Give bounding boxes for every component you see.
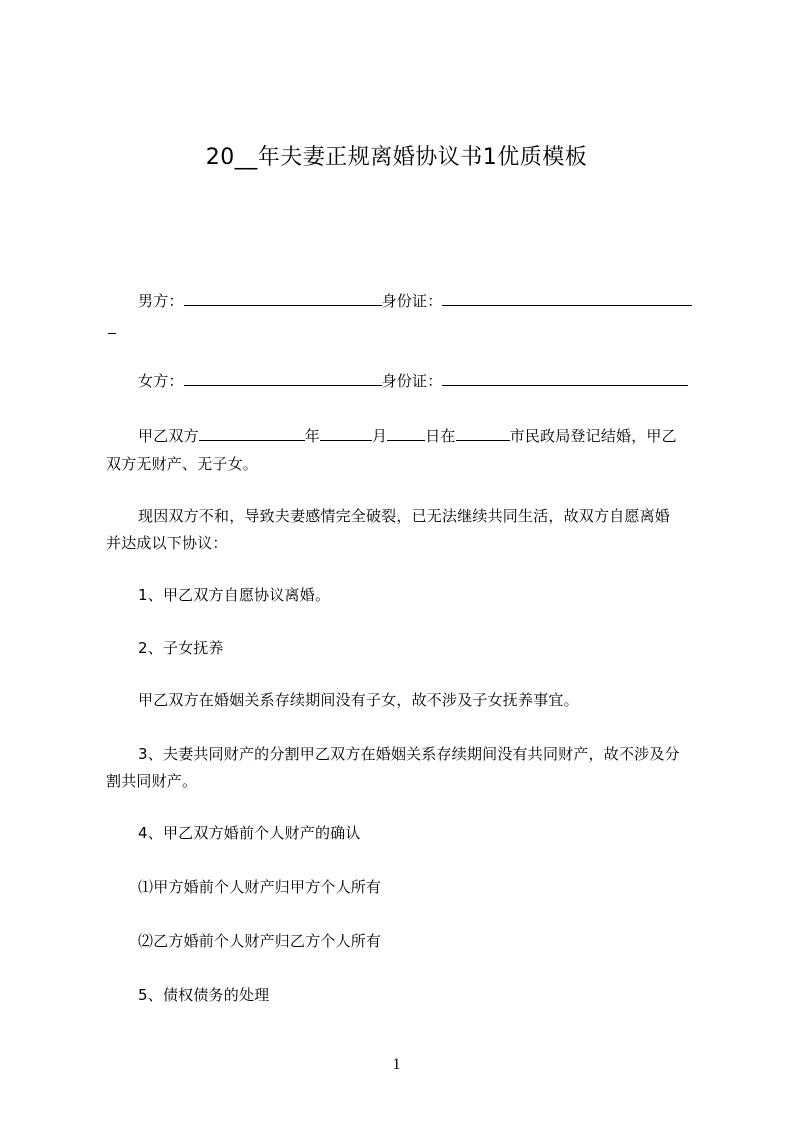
clause-3-line-2: 割共同财产。 [106,772,198,790]
husband-name-blank[interactable] [184,291,382,306]
marriage-prefix: 甲乙双方 [138,427,199,445]
intro-line-2: 并达成以下协议： [106,534,228,552]
clause-5-heading: 5、债权债务的处理 [138,986,270,1004]
marriage-line-1 [138,424,677,448]
intro-line-1: 现因双方不和，导致夫妻感情完全破裂，已无法继续共同生活，故双方自愿离婚 [138,507,671,525]
husband-label: 男方： [138,292,184,310]
clause-1: 1、甲乙双方自愿协议离婚。 [138,586,331,604]
overflow-underline [108,333,116,334]
marriage-city-blank[interactable] [456,426,510,441]
marriage-date-blank[interactable] [199,426,305,441]
clause-4-heading: 4、甲乙双方婚前个人财产的确认 [138,824,361,842]
marriage-line-2: 双方无财产、无子女。 [106,455,259,473]
page-number: 1 [392,1056,401,1073]
wife-id-blank[interactable] [442,371,688,386]
clause-4-item-2: ⑵乙方婚前个人财产归乙方个人所有 [138,932,382,950]
clause-4-item-1: ⑴甲方婚前个人财产归甲方个人所有 [138,878,382,896]
marriage-month-blank[interactable] [320,426,372,441]
marriage-year-label: 年 [304,427,321,445]
document-title: 20__年夫妻正规离婚协议书1优质模板 [205,145,588,170]
marriage-registered-text: 市民政局登记结婚，甲乙 [509,427,677,445]
husband-id-label: 身份证： [381,292,443,310]
wife-label: 女方： [138,372,184,390]
wife-id-label: 身份证： [381,372,443,390]
marriage-day-blank[interactable] [387,426,425,441]
marriage-month-label: 月 [372,427,388,445]
husband-line [138,289,692,313]
wife-line [138,369,688,393]
marriage-day-label: 日在 [425,427,456,445]
clause-3-line-1: 3、夫妻共同财产的分割甲乙双方在婚姻关系存续期间没有共同财产，故不涉及分 [138,745,680,763]
clause-2-heading: 2、子女抚养 [138,639,224,657]
husband-id-blank[interactable] [442,291,692,306]
clause-2-body: 甲乙双方在婚姻关系存续期间没有子女，故不涉及子女抚养事宜。 [138,691,579,709]
wife-name-blank[interactable] [184,371,382,386]
